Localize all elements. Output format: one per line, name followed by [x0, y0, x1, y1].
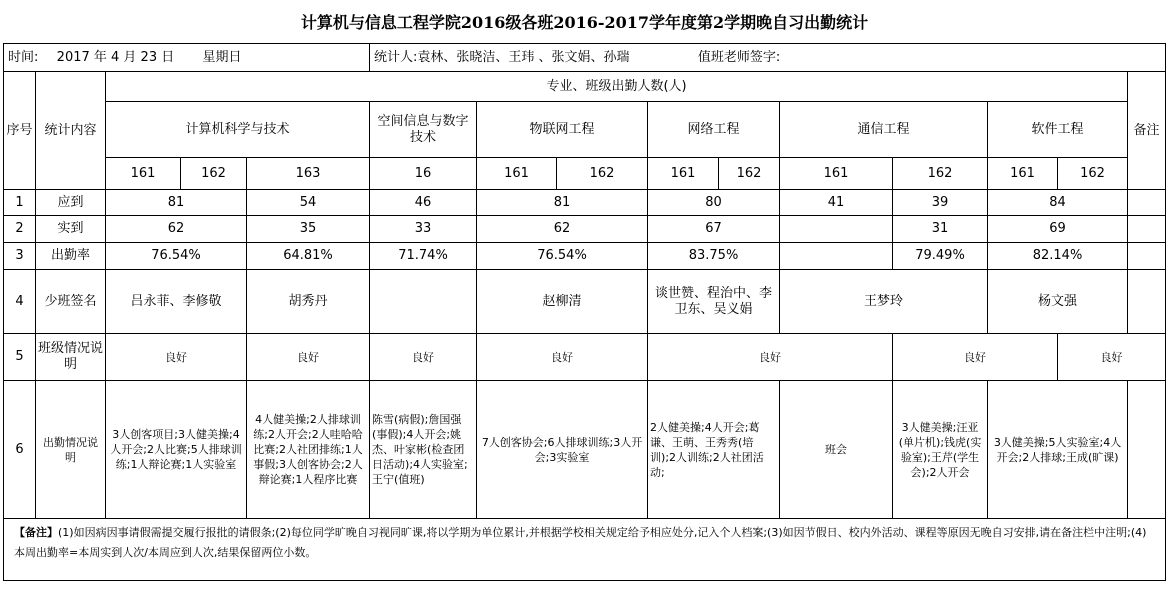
value-cell: 69 — [988, 216, 1128, 243]
status-cell: 良好 — [370, 334, 477, 381]
detail-cell: 2人健美操;4人开会;葛谦、王萌、王秀秀(培训);2人训练;2人社团活动; — [648, 381, 780, 519]
row-no: 5 — [4, 334, 36, 381]
header-row-majors — [4, 102, 1166, 158]
major-telecom: 通信工程 — [780, 102, 988, 158]
detail-cell: 7人创客协会;6人排球训练;3人开会;3实验室 — [477, 381, 648, 519]
status-cell: 良好 — [648, 334, 893, 381]
info-row — [4, 44, 1166, 72]
value-cell: 76.54% — [106, 243, 247, 270]
row-label: 出勤情况说明 — [36, 381, 106, 519]
class-cell: 161 — [648, 158, 719, 190]
class-cell: 162 — [181, 158, 247, 190]
detail-cell: 3人创客项目;3人健美操;4人开会;2人比赛;5人排球训练;1人辩论赛;1人实验室 — [106, 381, 247, 519]
status-cell: 良好 — [1058, 334, 1166, 381]
value-cell: 64.81% — [247, 243, 370, 270]
row-label: 出勤率 — [36, 243, 106, 270]
value-cell: 82.14% — [988, 243, 1128, 270]
major-network: 网络工程 — [648, 102, 780, 158]
row-no: 4 — [4, 270, 36, 334]
detail-cell: 3人健美操;汪亚(单片机);钱虎(实验室);王芹(学生会);2人开会 — [893, 381, 988, 519]
status-cell: 良好 — [247, 334, 370, 381]
page-title: 计算机与信息工程学院2016级各班2016-2017学年度第2学期晚自习出勤统计 — [300, 13, 869, 32]
status-cell: 良好 — [893, 334, 1058, 381]
header-row-classes — [4, 158, 1166, 190]
major-iot: 物联网工程 — [477, 102, 648, 158]
remark-header: 备注 — [1128, 72, 1166, 190]
value-cell: 54 — [247, 190, 370, 216]
value-cell: 79.49% — [893, 243, 988, 270]
detail-cell: 陈雪(病假);詹国强(事假);4人开会;姚杰、叶家彬(检查团日活动);4人实验室;王宁(值班) — [370, 381, 477, 519]
value-cell: 83.75% — [648, 243, 780, 270]
value-cell: 41 — [780, 190, 893, 216]
class-cell: 162 — [557, 158, 648, 190]
remark-cell — [1128, 381, 1166, 519]
time-label: 时间: — [8, 49, 39, 65]
attendance-table — [3, 43, 1166, 581]
class-cell: 16 — [370, 158, 477, 190]
signature-cell: 谈世赞、程治中、李卫东、吴义娟 — [648, 270, 780, 334]
class-cell: 162 — [719, 158, 780, 190]
signature-cell: 赵柳清 — [477, 270, 648, 334]
table-row — [4, 243, 1166, 270]
value-cell — [780, 216, 893, 243]
signature-cell: 杨文强 — [988, 270, 1128, 334]
detail-cell: 4人健美操;2人排球训练;2人开会;2人哇哈哈比赛;2人社团排练;1人事假;3人创客协会;2人辩论赛;1人程序比赛 — [247, 381, 370, 519]
row-no: 1 — [4, 190, 36, 216]
value-cell — [780, 243, 893, 270]
status-cell: 良好 — [106, 334, 247, 381]
signature-cell: 吕永菲、李修敬 — [106, 270, 247, 334]
value-cell: 76.54% — [477, 243, 648, 270]
remark-cell — [1128, 190, 1166, 216]
row-no: 6 — [4, 381, 36, 519]
class-cell: 161 — [780, 158, 893, 190]
value-cell: 67 — [648, 216, 780, 243]
major-software: 软件工程 — [988, 102, 1128, 158]
class-cell: 161 — [477, 158, 557, 190]
weekday-value: 星期日 — [202, 49, 242, 65]
table-row — [4, 190, 1166, 216]
value-cell: 71.74% — [370, 243, 477, 270]
signature-cell: 王梦玲 — [780, 270, 988, 334]
status-cell: 良好 — [477, 334, 648, 381]
detail-cell: 班会 — [780, 381, 893, 519]
row-label: 班级情况说明 — [36, 334, 106, 381]
value-cell: 39 — [893, 190, 988, 216]
value-cell: 33 — [370, 216, 477, 243]
value-cell: 46 — [370, 190, 477, 216]
note-label: 【备注】 — [14, 526, 58, 539]
stats-cell — [370, 44, 1166, 72]
table-row — [4, 381, 1166, 519]
row-label: 少班签名 — [36, 270, 106, 334]
class-cell: 161 — [106, 158, 181, 190]
note-cell — [4, 519, 1166, 581]
content-header: 统计内容 — [36, 72, 106, 190]
row-no: 2 — [4, 216, 36, 243]
date-value: 2017 年 4 月 23 日 — [56, 49, 175, 65]
row-label: 实到 — [36, 216, 106, 243]
class-cell: 161 — [988, 158, 1058, 190]
value-cell: 62 — [477, 216, 648, 243]
stats-people: 统计人:袁林、张晓洁、王玮 、张文娟、孙瑞 — [374, 49, 630, 65]
class-cell: 162 — [893, 158, 988, 190]
value-cell: 84 — [988, 190, 1128, 216]
row-label: 应到 — [36, 190, 106, 216]
row-no: 3 — [4, 243, 36, 270]
value-cell: 35 — [247, 216, 370, 243]
value-cell: 81 — [477, 190, 648, 216]
value-cell: 31 — [893, 216, 988, 243]
class-cell: 162 — [1058, 158, 1128, 190]
detail-cell: 3人健美操;5人实验室;4人开会;2人排球;王成(旷课) — [988, 381, 1128, 519]
signature-cell: 胡秀丹 — [247, 270, 370, 334]
note-text: (1)如因病因事请假需提交履行报批的请假条;(2)每位同学旷晚自习视同旷课,将以学期为单位累计,并根据学校相关规定给予相应处分,记入个人档案;(3)如因节假日、校内外活动、课程等原因无晚自习安排,请在备注栏中注明;(4)本周出勤率=本周实到人次/本周应到人次,结果保留两位小数。 — [14, 526, 1147, 559]
major-cs: 计算机科学与技术 — [106, 102, 370, 158]
remark-cell — [1128, 243, 1166, 270]
major-spatial: 空间信息与数字技术 — [370, 102, 477, 158]
value-cell: 62 — [106, 216, 247, 243]
header-row-1 — [4, 72, 1166, 102]
signature-cell — [370, 270, 477, 334]
note-row — [4, 519, 1166, 581]
class-cell: 163 — [247, 158, 370, 190]
teacher-sign-label: 值班老师签字: — [697, 49, 781, 65]
date-cell — [4, 44, 370, 72]
table-row — [4, 270, 1166, 334]
table-row — [4, 334, 1166, 381]
remark-cell — [1128, 270, 1166, 334]
table-row — [4, 216, 1166, 243]
seq-header: 序号 — [4, 72, 36, 190]
value-cell: 81 — [106, 190, 247, 216]
value-cell: 80 — [648, 190, 780, 216]
group-header: 专业、班级出勤人数(人) — [106, 72, 1128, 102]
remark-cell — [1128, 216, 1166, 243]
